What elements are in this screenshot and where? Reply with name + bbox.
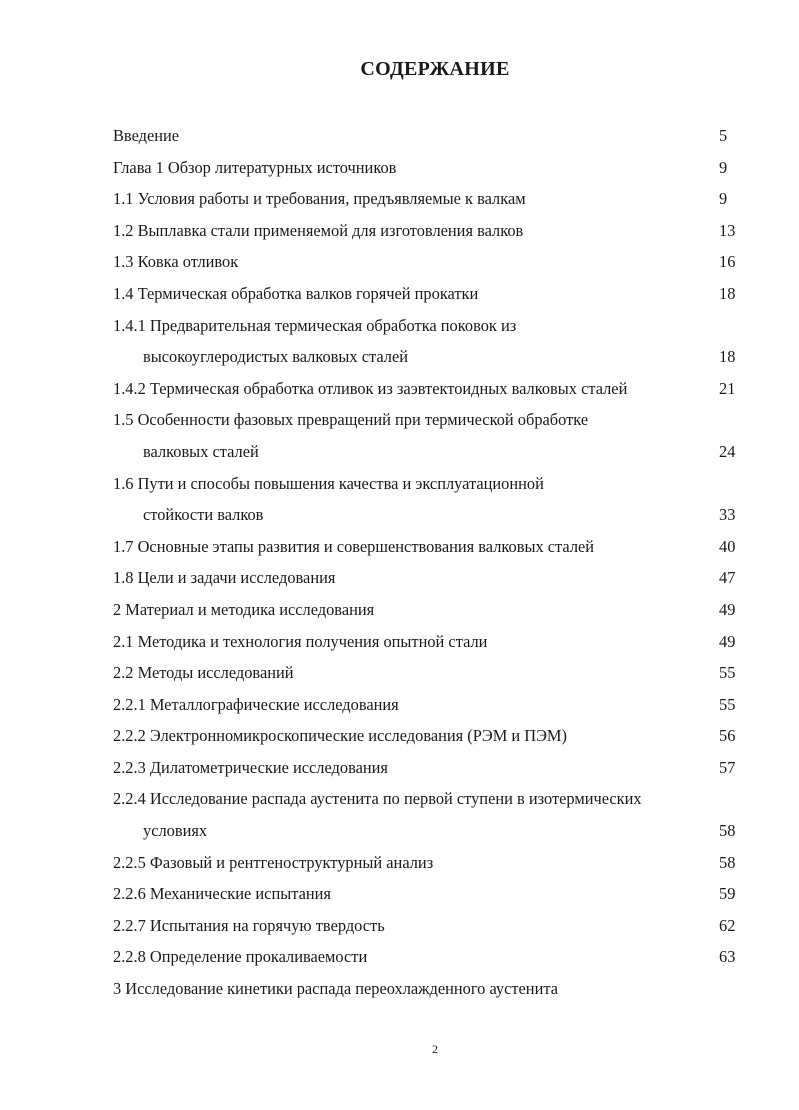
toc-entry-text: стойкости валков [143, 505, 264, 525]
toc-entry-text: 2.1 Методика и технология получения опытной стали [113, 631, 488, 651]
toc-entry [113, 657, 749, 689]
toc-entry-page: 5 [719, 126, 728, 145]
toc-entry-text: 2.2.5 Фазовый и рентгеноструктурный анализ [113, 852, 434, 872]
toc-entry-page: 47 [719, 568, 736, 588]
toc-entry [113, 531, 749, 563]
toc-entry-text: 2.2.7 Испытания на горячую твердость [113, 915, 385, 935]
toc-entry-page: 16 [719, 252, 736, 272]
toc-entry-continuation [113, 436, 749, 468]
toc-entry-page: 55 [719, 694, 736, 714]
toc-entry-text: 1.4.2 Термическая обработка отливок из заэвтектоидных валковых сталей [113, 378, 628, 398]
toc-entry-text: 1.4.1 Предварительная термическая обработка поковок из [113, 315, 517, 335]
toc-entry-text: 1.4 Термическая обработка валков горячей прокатки [113, 283, 479, 303]
toc-entry [113, 720, 749, 752]
toc-entry-text: 2.2.4 Исследование распада аустенита по первой ступени в изотермических [113, 789, 642, 809]
toc-entry-page: 49 [719, 599, 736, 619]
toc-entry [113, 468, 749, 500]
toc-entry-text: высокоуглеродистых валковых сталей [143, 347, 409, 367]
toc-entry [113, 152, 749, 184]
toc-entry-page: 9 [719, 157, 728, 177]
toc-entry-page: 63 [719, 947, 736, 967]
toc-entry [113, 910, 749, 942]
toc-entry-page: 58 [719, 852, 736, 872]
toc-entry-page: 62 [719, 915, 736, 935]
toc-entry-text: 1.7 Основные этапы развития и совершенствования валковых сталей [113, 536, 595, 556]
toc-entry-text: 3 Исследование кинетики распада переохлажденного аустенита [113, 979, 558, 999]
toc-entry-page: 55 [719, 663, 736, 683]
toc-entry [113, 120, 749, 152]
toc-entry [113, 183, 749, 215]
toc-entry [113, 562, 749, 594]
toc-entry [113, 878, 749, 910]
toc-entry-text: 1.5 Особенности фазовых превращений при термической обработке [113, 410, 589, 430]
toc-entry-text: 1.3 Ковка отливок [113, 252, 239, 272]
toc-entry [113, 626, 749, 658]
toc-entry-text: валковых сталей [143, 441, 259, 461]
toc-entry-text: 2.2.8 Определение прокаливаемости [113, 947, 368, 967]
toc-entry [113, 689, 749, 721]
toc-entry-text: 2 Материал и методика исследования [113, 599, 375, 619]
toc-entry [113, 973, 749, 1005]
toc-entry-page: 58 [719, 821, 736, 841]
toc-entry-text: 2.2.1 Металлографические исследования [113, 694, 399, 714]
toc-entry-text: 1.8 Цели и задачи исследования [113, 568, 336, 588]
toc-entry-text: 2.2.3 Дилатометрические исследования [113, 757, 388, 777]
toc-entry-text: 2.2.2 Электронномикроскопические исследования (РЭМ и ПЭМ) [113, 726, 567, 746]
page-number: 2 [432, 1042, 438, 1056]
toc-entry-text: Введение [113, 126, 180, 145]
toc-entry-page: 18 [719, 347, 736, 367]
toc-entry-text: 2.2 Методы исследований [113, 663, 294, 683]
toc-entry [113, 941, 749, 973]
toc-entry [113, 404, 749, 436]
toc-entry [113, 752, 749, 784]
toc-entry-text: 1.1 Условия работы и требования, предъявляемые к валкам [113, 189, 526, 209]
toc-entry [113, 246, 749, 278]
toc-entry [113, 278, 749, 310]
toc-entry-text: 1.6 Пути и способы повышения качества и эксплуатационной [113, 473, 544, 493]
toc-entry-page: 24 [719, 441, 736, 461]
toc-entry [113, 594, 749, 626]
toc-entry-page: 56 [719, 726, 736, 746]
toc-entry-text: 2.2.6 Механические испытания [113, 884, 331, 904]
page-title: СОДЕРЖАНИЕ [360, 58, 510, 80]
toc-entry [113, 310, 749, 342]
toc-entry [113, 215, 749, 247]
toc-entry-page: 49 [719, 631, 736, 651]
toc-entry-page: 33 [719, 505, 736, 525]
toc-entry-page: 13 [719, 220, 736, 240]
toc-entry-page: 59 [719, 884, 736, 904]
toc-entry [113, 783, 749, 815]
toc-entry-text: Глава 1 Обзор литературных источников [113, 157, 397, 177]
toc-entry [113, 373, 749, 405]
toc-entry-continuation [113, 815, 749, 847]
toc-entry-continuation [113, 341, 749, 373]
toc-entry [113, 847, 749, 879]
table-of-contents [113, 120, 749, 1005]
toc-entry-text: 1.2 Выплавка стали применяемой для изготовления валков [113, 220, 524, 240]
toc-entry-page: 18 [719, 283, 736, 303]
toc-entry-page: 21 [719, 378, 736, 398]
toc-entry-continuation [113, 499, 749, 531]
toc-entry-page: 40 [719, 536, 736, 556]
toc-entry-page: 57 [719, 757, 736, 777]
toc-entry-page: 9 [719, 189, 728, 209]
toc-entry-text: условиях [143, 821, 208, 841]
